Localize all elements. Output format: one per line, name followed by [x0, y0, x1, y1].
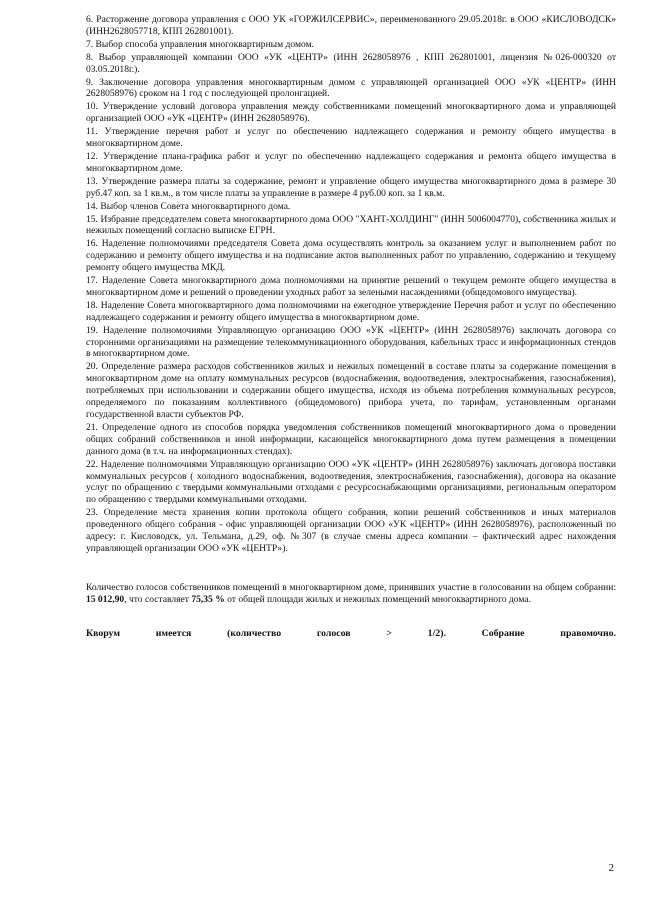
vote-summary-text: от общей площади жилых и нежилых помещений многоквартирного дома.	[224, 593, 531, 605]
agenda-item: 13. Утверждение размера платы за содержание, ремонт и управление общего имущества многоквартирного дома в размере 30 руб.47 коп. за 1 кв.м., в том числе платы за управление в размере 4 руб.00 коп. за 1 кв.м.	[86, 175, 616, 199]
agenda-item: 22. Наделение полномочиями Управляющую организацию ООО «УК «ЦЕНТР» (ИНН 2628058976) заключать договора поставки коммунальных ресурсов ( холодного водоснабжения, водоотведения, электроснабжения, газоснабжения), договора на оказание услуг по обращению с твердыми коммунальными отходами с ресурсоснабжающими организациями, региональным оператором по обращению с твердыми коммунальными отходами.	[86, 458, 616, 506]
agenda-item: 8. Выбор управляющей компании ООО «УК «ЦЕНТР» (ИНН 2628058976 , КПП 262801001, лицензия №026-000320 от 03.05.2018г.).	[86, 51, 616, 75]
agenda-item: 23. Определение места хранения копии протокола общего собрания, копии решений собственников и иных материалов проведенного общего собрания - офис управляющей организации ООО «УК «ЦЕНТР» (ИНН 2628058976), расположенный по адресу: г. Кисловодск, ул. Тельмана, д.29, оф. №307 (в случае смены адреса компании – фактический адрес нахождения управляющей организации ООО «УК «ЦЕНТР»).	[86, 507, 616, 554]
agenda-item: 16. Наделение полномочиями председателя Совета дома осуществлять контроль за оказанием услуг и выполнением работ по содержанию и ремонту общего имущества и на подписание актов выполненных работ по управлению, содержанию и текущему ремонту общего имущества МКД.	[86, 238, 616, 274]
agenda-list	[86, 14, 616, 555]
quorum-word: 1/2).	[427, 627, 446, 639]
agenda-item: 7. Выбор способа управления многоквартирным домом.	[86, 38, 315, 50]
quorum-word: (количество	[227, 627, 282, 639]
agenda-item: 20. Определение размера расходов собственников жилых и нежилых помещений в составе платы за содержание помещения в многоквартирном доме на оплату коммунальных ресурсов (водоснабжения, водоотведения, электроснабжения, газоснабжения), потребляемых при использовании и содержании общего имущества, исходя из объема потребления коммунальных ресурсов, определяемого по показаниям коллективного (общедомового) прибора учета, по тарифам, установленным органами государственной власти субъектов РФ.	[86, 361, 616, 420]
quorum-word: >	[386, 627, 392, 639]
agenda-item: 9. Заключение договора управления многоквартирным домом с управляющей организацией ООО «УК «ЦЕНТР» (ИНН 2628058976) сроком на 1 год с последующей пролонгацией.	[86, 76, 616, 100]
agenda-item: 17. Наделение Совета многоквартирного дома полномочиями на принятие решений о текущем ремонте общего имущества в многоквартирном доме и решений о проведении уходных работ за зелеными насаждениями (общедомового имущества).	[86, 275, 616, 298]
vote-summary-text: , что составляет	[124, 593, 192, 605]
vote-percent: 75,35 %	[191, 593, 225, 605]
quorum-word: Кворум	[86, 627, 120, 639]
agenda-item: 6. Расторжение договора управления с ООО УК «ГОРЖИЛСЕРВИС», переименованного 29.05.2018г. в ООО «КИСЛОВОДСК» (ИНН2628057718, КПП 262801001).	[86, 14, 616, 37]
quorum-word: имеется	[155, 627, 192, 639]
agenda-item: 15. Избрание председателем совета многоквартирного дома ООО "ХАНТ-ХОЛДИНГ" (ИНН 5006004770), собственника жилых и нежилых помещений согласно выписке ЕГРН.	[86, 213, 616, 237]
agenda-item: 14. Выбор членов Совета многоквартирного дома.	[86, 200, 291, 212]
quorum-word: правомочно.	[560, 627, 616, 639]
agenda-item: 19. Наделение полномочиями Управляющую организацию ООО «УК «ЦЕНТР» (ИНН 2628058976) заключать договора со сторонними организациями на размещение телекоммуникационного оборудования, кабельных трасс и информационных стендов в многоквартирном доме.	[86, 324, 616, 360]
page-number: 2	[608, 862, 614, 874]
agenda-item: 12. Утверждение плана-графика работ и услуг по обеспечению надлежащего содержания и ремонта общего имущества в многоквартирном доме.	[86, 150, 616, 174]
agenda-item: 18. Наделение Совета многоквартирного дома полномочиями на ежегодное утверждение Перечня работ и услуг по обеспечению надлежащего содержания и ремонту общего имущества в многоквартирном доме.	[86, 299, 616, 323]
quorum-word: голосов	[316, 627, 351, 639]
quorum-statement	[86, 628, 616, 639]
quorum-word: Собрание	[481, 627, 525, 639]
agenda-item: 10. Утверждение условий договора управления между собственниками помещений многоквартирного дома и управляющей организацией ООО «УК «ЦЕНТР» (ИНН 2628058976).	[86, 101, 616, 125]
vote-count: 15 012,90	[86, 593, 125, 605]
vote-summary	[86, 582, 616, 606]
agenda-item: 21. Определение одного из способов порядка уведомления собственников помещений многоквартирного дома о проведении общих собраний собственников и иной информации, касающейся многоквартирного дома путем размещения в помещении данного дома (в т.ч. на информационных стендах).	[86, 421, 616, 457]
vote-summary-text: Количество голосов собственников помещений в многоквартирном доме, принявших участие в голосовании на общем собрании:	[86, 581, 616, 593]
agenda-item: 11. Утверждение перечня работ и услуг по обеспечению надлежащего содержания и ремонту общего имущества в многоквартирном доме.	[86, 126, 616, 150]
